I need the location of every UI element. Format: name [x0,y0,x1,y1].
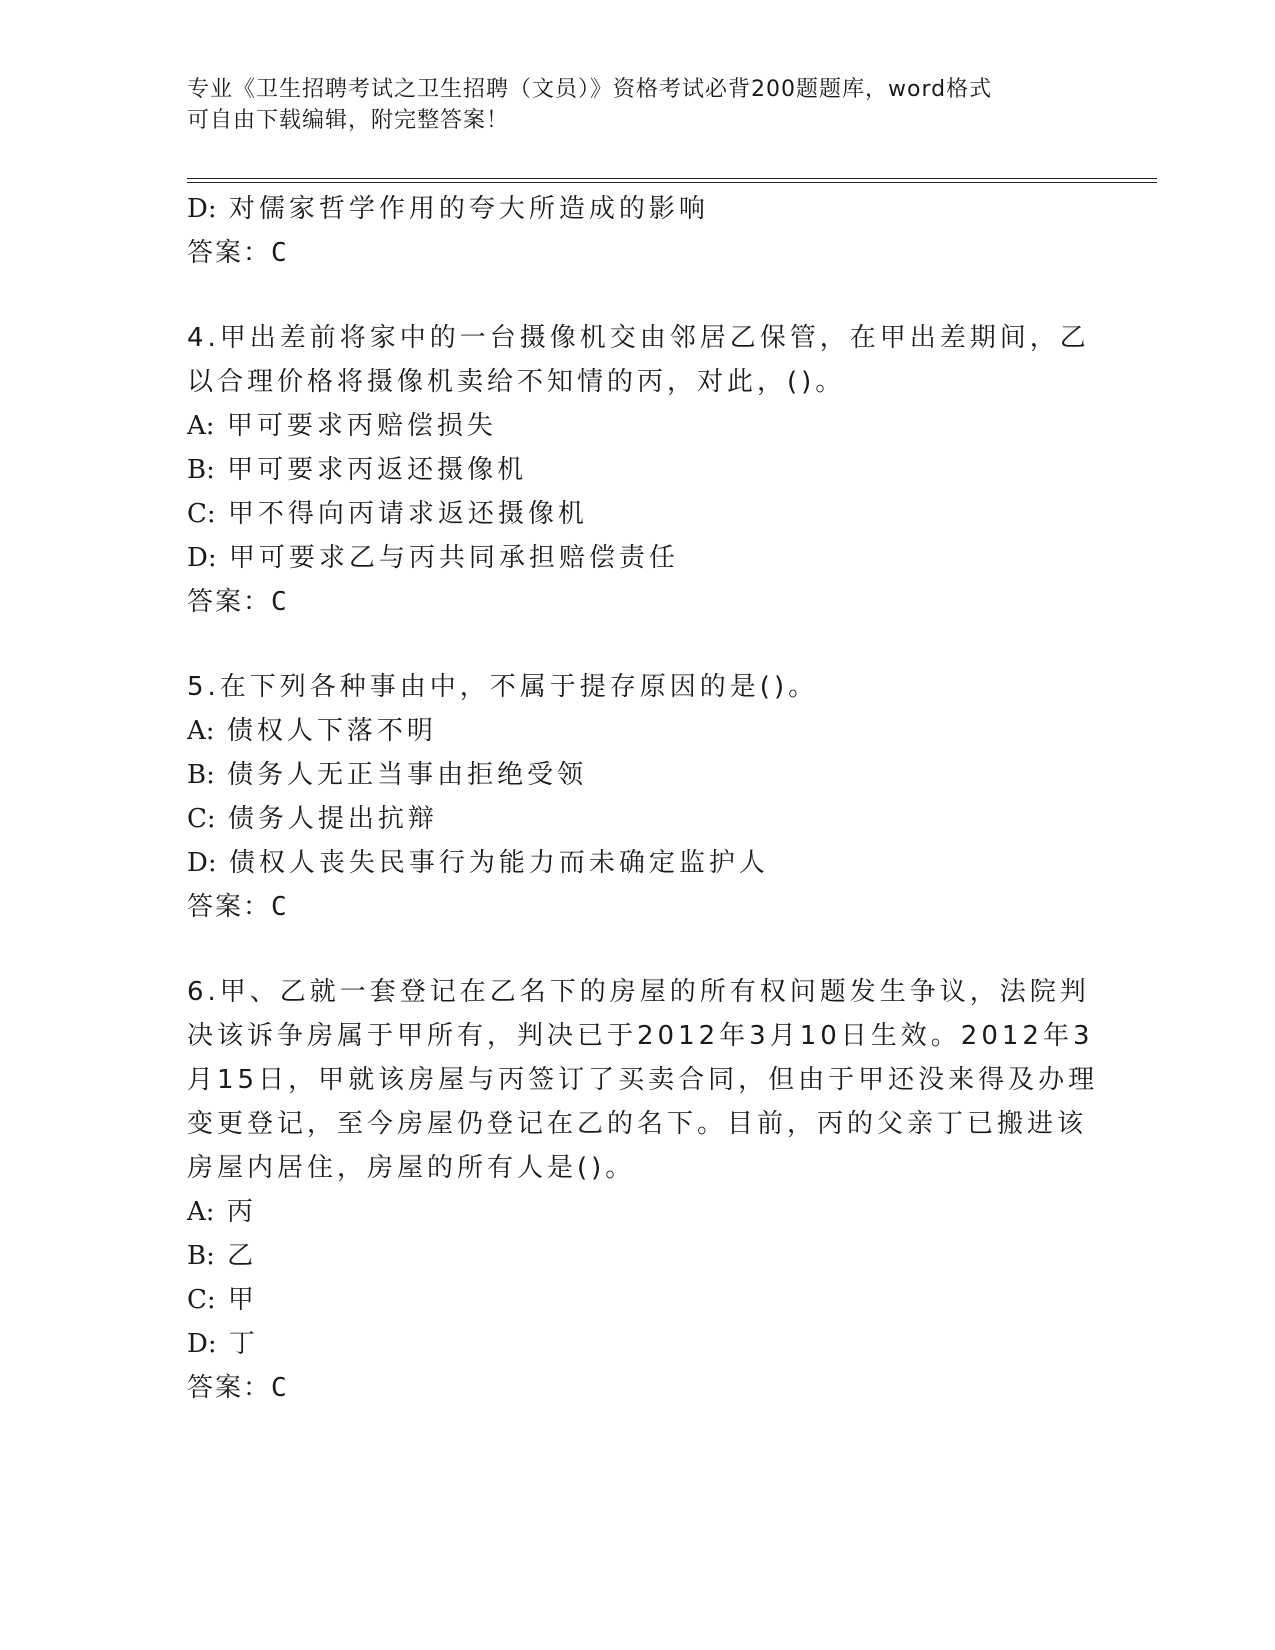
option-text: 丙 [226,1197,257,1227]
question-stem-line: 月15日，甲就该房屋与丙签订了买卖合同，但由于甲还没来得及办理 [187,1065,1099,1095]
answer-value: C [271,587,289,617]
answer-line [187,587,289,617]
question-stem-line: 5.在下列各种事由中，不属于提存原因的是()。 [187,672,819,702]
option-text: 乙 [227,1241,258,1271]
question-stem-line: 6.甲、乙就一套登记在乙名下的房屋的所有权问题发生争议，法院判 [187,977,1090,1007]
document-header [187,74,1087,136]
question-stem-line: 4.甲出差前将家中的一台摄像机交由邻居乙保管，在甲出差期间，乙 [187,323,1090,353]
option-letter: B: [187,455,215,485]
question-stem-line: 决该诉争房属于甲所有，判决已于2012年3月10日生效。2012年3 [187,1021,1094,1051]
option-letter: D: [187,848,217,878]
option-text: 债权人丧失民事行为能力而未确定监护人 [228,848,769,878]
option-d [187,543,679,573]
header-line-1: 专业《卫生招聘考试之卫生招聘（文员）》资格考试必背200题题库，word格式 [187,77,993,102]
answer-line [187,1373,289,1403]
option-letter: D: [187,194,217,224]
option-c [187,499,588,529]
option-letter: A: [187,411,215,441]
header-line-2: 可自由下载编辑，附完整答案！ [187,108,510,133]
answer-label: 答案： [187,587,272,617]
question-stem-line: 变更登记，至今房屋仍登记在乙的名下。目前，丙的父亲丁已搬进该 [187,1109,1088,1139]
option-letter: D: [187,1329,217,1359]
option-letter: C: [187,499,216,529]
answer-label: 答案： [187,1373,272,1403]
option-c [187,804,438,834]
option-c [187,1285,258,1315]
option-a [187,1197,257,1227]
header-divider-bottom [187,182,1157,183]
answer-label: 答案： [187,238,272,268]
answer-line [187,892,289,922]
option-d [187,1329,259,1359]
answer-value: C [271,892,289,922]
option-b [187,455,527,485]
option-text: 债权人下落不明 [226,716,437,746]
option-text: 债务人提出抗辩 [227,804,438,834]
option-text: 甲可要求乙与丙共同承担赔偿责任 [228,543,679,573]
option-d [187,848,769,878]
option-a [187,411,497,441]
option-letter: C: [187,804,216,834]
answer-label: 答案： [187,892,272,922]
answer-line [187,238,289,268]
option-b [187,760,587,790]
question-stem-line: 房屋内居住，房屋的所有人是()。 [187,1153,636,1183]
answer-value: C [271,238,289,268]
option-letter: B: [187,760,215,790]
option-letter: A: [187,716,215,746]
option-letter: B: [187,1241,215,1271]
option-text: 甲 [227,1285,258,1315]
option-text: 甲不得向丙请求返还摄像机 [227,499,588,529]
option-letter: A: [187,1197,215,1227]
answer-value: C [271,1373,289,1403]
option-text: 债务人无正当事由拒绝受领 [227,760,588,790]
option-b [187,1241,257,1271]
question-stem-line: 以合理价格将摄像机卖给不知情的丙，对此，()。 [187,367,846,397]
option-letter: D: [187,543,217,573]
option-d-continued [187,194,709,224]
option-a [187,716,437,746]
option-text: 对儒家哲学作用的夸大所造成的影响 [228,194,709,224]
option-text: 丁 [228,1329,259,1359]
option-letter: C: [187,1285,216,1315]
option-text: 甲可要求丙返还摄像机 [227,455,528,485]
header-divider-top [187,178,1157,179]
option-text: 甲可要求丙赔偿损失 [226,411,497,441]
